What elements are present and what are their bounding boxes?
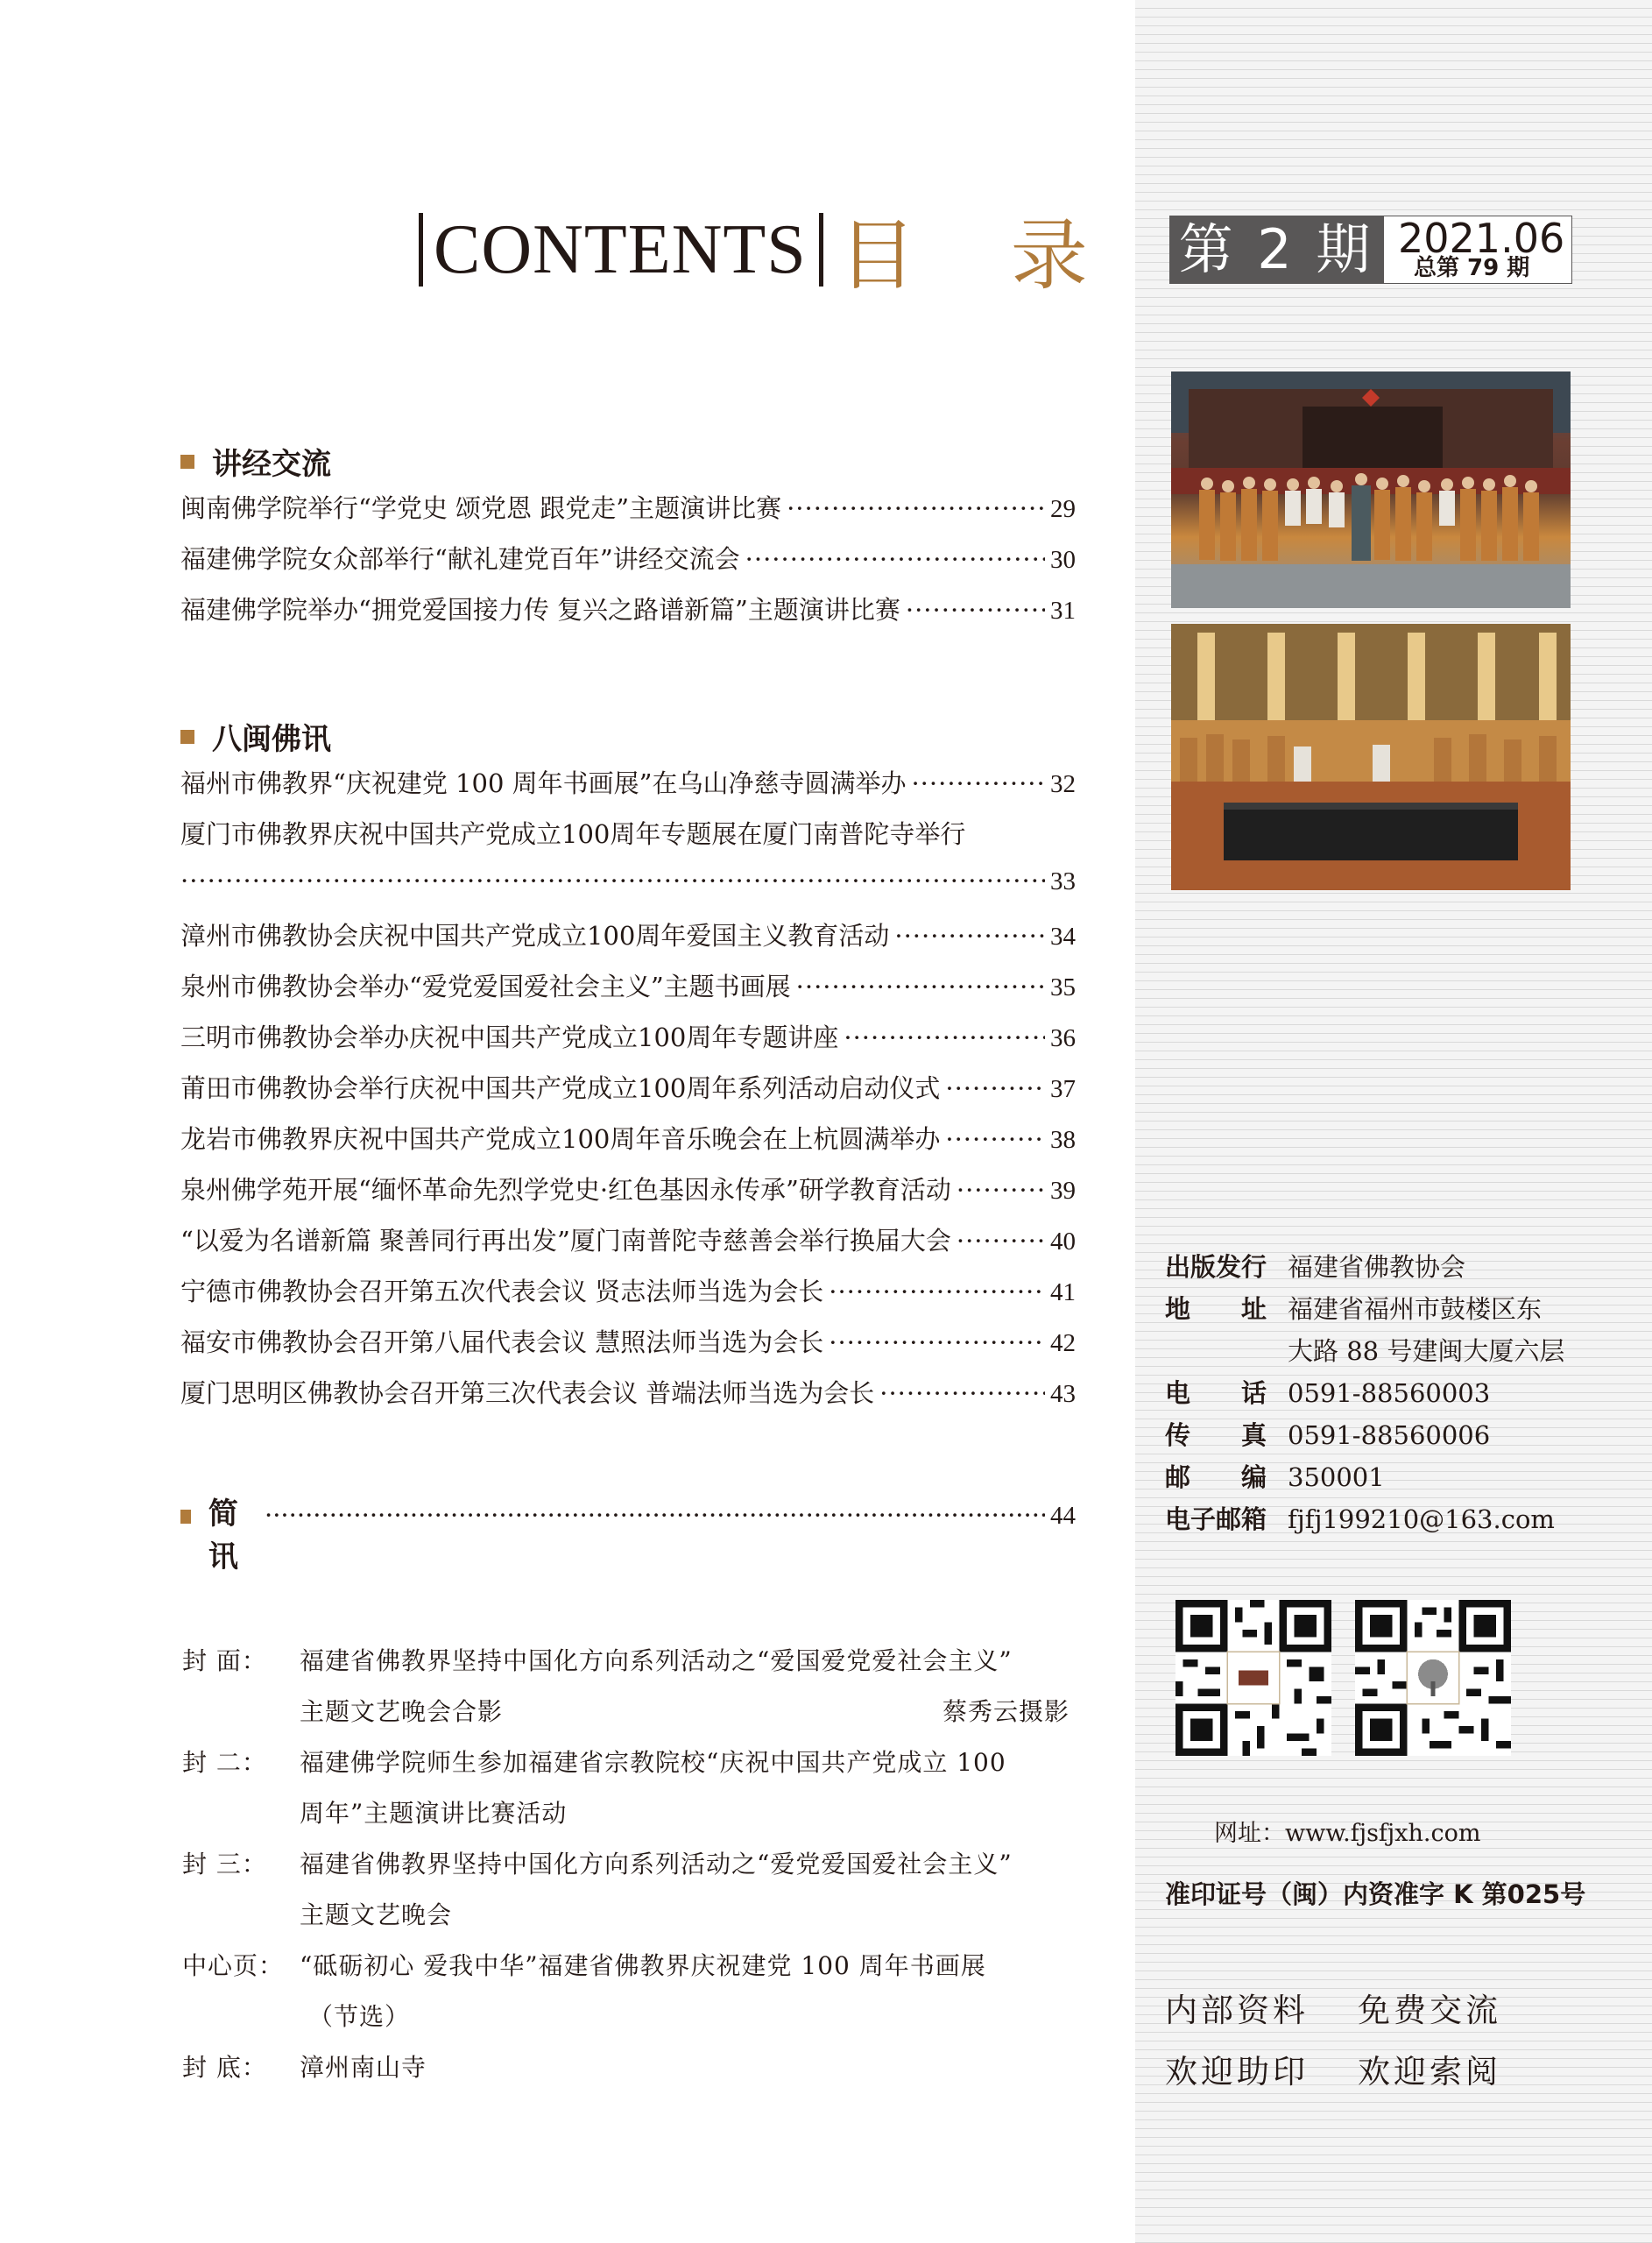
toc-item[interactable] bbox=[180, 1323, 1076, 1358]
section-title-jiangjing bbox=[180, 440, 331, 483]
postcode-row bbox=[1165, 1458, 1385, 1494]
leader-dots bbox=[796, 972, 1045, 1001]
toc-item-title: 福州市佛教界“庆祝建党 100 周年书画展”在乌山净慈寺圆满举办 bbox=[180, 768, 907, 798]
cover-inside-back-line2: 主题文艺晚会 bbox=[300, 1900, 453, 1929]
cover-front-line2: 主题文艺晚会合影 bbox=[300, 1697, 504, 1726]
print-permit: 准印证号（闽）内资准字 K 第025号 bbox=[1165, 1879, 1586, 1909]
toc-item-page: 42 bbox=[1050, 1329, 1076, 1357]
fax-value: 0591-88560006 bbox=[1288, 1420, 1491, 1450]
leader-dots bbox=[787, 493, 1045, 523]
toc-item-title: 闽南佛学院举行“学党史 颂党恩 跟党走”主题演讲比赛 bbox=[180, 493, 782, 523]
center-page-line2: （节选） bbox=[308, 2002, 411, 2031]
conference-photo bbox=[1171, 624, 1571, 890]
publisher-label: 出版发行 bbox=[1165, 1252, 1267, 1282]
toc-item-title: 福建佛学院女众部举行“献礼建党百年”讲经交流会 bbox=[180, 544, 740, 574]
cover-photo-credit: 蔡秀云摄影 bbox=[942, 1697, 1070, 1726]
cover-inside-front-row bbox=[182, 1744, 1006, 1779]
toc-item-continuation[interactable] bbox=[180, 866, 1076, 901]
cover-desc: 漳州南山寺 bbox=[300, 2053, 427, 2082]
issue-number: 第 2 期 bbox=[1169, 216, 1383, 284]
toc-item-page: 31 bbox=[1050, 597, 1076, 625]
cover-desc: 福建佛学院师生参加福建省宗教院校“庆祝中国共产党成立 100 bbox=[300, 1748, 1006, 1777]
contents-header bbox=[419, 210, 1123, 301]
contents-label: CONTENTS bbox=[434, 210, 807, 288]
toc-item[interactable] bbox=[180, 764, 1076, 799]
section-brief[interactable] bbox=[180, 1489, 1076, 1574]
address-row bbox=[1165, 1290, 1542, 1326]
section-title-text: 简讯 bbox=[208, 1497, 238, 1574]
toc-item[interactable] bbox=[180, 1272, 1076, 1307]
toc-item-page: 30 bbox=[1050, 546, 1076, 574]
toc-item-title: 莆田市佛教协会举行庆祝中国共产党成立100周年系列活动启动仪式 bbox=[180, 1073, 941, 1103]
leader-dots bbox=[894, 921, 1045, 951]
postcode-value: 350001 bbox=[1288, 1462, 1385, 1492]
website-url[interactable]: 网址：www.fjsfjxh.com bbox=[1214, 1820, 1481, 1847]
qr-code-icon bbox=[1355, 1600, 1511, 1756]
toc-item-page: 37 bbox=[1050, 1075, 1076, 1103]
leader-dots bbox=[957, 1175, 1045, 1205]
leader-dots bbox=[745, 544, 1045, 574]
leader-dots bbox=[265, 1500, 1045, 1530]
notice-sponsor: 欢迎助印 bbox=[1165, 2053, 1309, 2091]
publisher-value: 福建省佛教协会 bbox=[1288, 1252, 1466, 1282]
leader-dots bbox=[879, 1378, 1045, 1408]
leader-dots bbox=[906, 595, 1045, 625]
address-line1: 福建省福州市鼓楼区东 bbox=[1288, 1294, 1543, 1324]
toc-item-page: 38 bbox=[1050, 1126, 1076, 1154]
address-label: 地址 bbox=[1165, 1294, 1267, 1324]
divider-bar bbox=[819, 213, 823, 287]
section-square-icon bbox=[180, 730, 194, 744]
toc-item-page: 35 bbox=[1050, 973, 1076, 1001]
section-square-icon bbox=[180, 1510, 191, 1524]
toc-item[interactable] bbox=[180, 591, 1076, 626]
cover-label: 封 二： bbox=[182, 1748, 267, 1777]
phone-label: 电话 bbox=[1165, 1378, 1267, 1408]
toc-item-title-wrapped[interactable]: 厦门市佛教界庆祝中国共产党成立100周年专题展在厦门南普陀寺举行 bbox=[180, 819, 966, 849]
group-photo-temple bbox=[1171, 371, 1571, 608]
toc-item[interactable] bbox=[180, 1018, 1076, 1053]
phone-row bbox=[1165, 1374, 1490, 1410]
email-label: 电子邮箱 bbox=[1165, 1504, 1267, 1534]
toc-item[interactable] bbox=[180, 540, 1076, 575]
section-square-icon bbox=[180, 455, 194, 469]
fax-label: 传真 bbox=[1165, 1420, 1267, 1450]
toc-item-title: 漳州市佛教协会庆祝中国共产党成立100周年爱国主义教育活动 bbox=[180, 921, 890, 951]
cover-inside-back-row bbox=[182, 1845, 1013, 1880]
section-title-text: 讲经交流 bbox=[212, 447, 331, 482]
postcode-label: 邮编 bbox=[1165, 1462, 1267, 1492]
cover-label: 封 底： bbox=[182, 2053, 267, 2082]
toc-item[interactable] bbox=[180, 967, 1076, 1002]
cover-front-row bbox=[182, 1642, 1013, 1677]
issue-date: 2021.06 bbox=[1398, 215, 1565, 262]
leader-dots bbox=[844, 1022, 1045, 1052]
issue-date-box bbox=[1383, 216, 1572, 284]
toc-item-title: 泉州佛学苑开展“缅怀革命先烈学党史·红色基因永传承”研学教育活动 bbox=[180, 1175, 951, 1205]
leader-dots bbox=[180, 866, 1045, 895]
cover-label: 中心页： bbox=[182, 1951, 285, 1980]
leader-dots bbox=[829, 1327, 1045, 1357]
total-issue: 总第 79 期 bbox=[1414, 255, 1530, 281]
cover-desc: “砥砺初心 爱我中华”福建省佛教界庆祝建党 100 周年书画展 bbox=[300, 1951, 986, 1980]
toc-item-title: “以爱为名谱新篇 聚善同行再出发”厦门南普陀寺慈善会举行换届大会 bbox=[180, 1226, 951, 1256]
mulu-label: 目 录 bbox=[838, 210, 1123, 301]
toc-item-page: 36 bbox=[1050, 1024, 1076, 1052]
toc-item-page: 40 bbox=[1050, 1228, 1076, 1256]
toc-item[interactable] bbox=[180, 1221, 1076, 1256]
email-value[interactable]: fjfj199210@163.com bbox=[1288, 1504, 1555, 1534]
cover-back-row bbox=[182, 2048, 427, 2084]
toc-item[interactable] bbox=[180, 1374, 1076, 1409]
leader-dots bbox=[911, 768, 1045, 798]
center-page-row bbox=[182, 1947, 986, 1982]
toc-item-title: 宁德市佛教协会召开第五次代表会议 贤志法师当选为会长 bbox=[180, 1277, 824, 1306]
phone-value: 0591-88560003 bbox=[1288, 1378, 1491, 1408]
toc-item-title: 泉州市佛教协会举办“爱党爱国爱社会主义”主题书画展 bbox=[180, 972, 791, 1001]
cover-desc: 福建省佛教界坚持中国化方向系列活动之“爱党爱国爱社会主义” bbox=[300, 1850, 1013, 1879]
notice-row-1 bbox=[1165, 1984, 1550, 2031]
cover-desc: 福建省佛教界坚持中国化方向系列活动之“爱国爱党爱社会主义” bbox=[300, 1646, 1013, 1675]
notice-internal: 内部资料 bbox=[1165, 1992, 1309, 2029]
toc-item[interactable] bbox=[180, 1120, 1076, 1155]
notice-request: 欢迎索阅 bbox=[1358, 2053, 1501, 2091]
toc-item-title: 厦门思明区佛教协会召开第三次代表会议 普端法师当选为会长 bbox=[180, 1378, 875, 1408]
toc-item-page: 29 bbox=[1050, 495, 1076, 523]
toc-item[interactable] bbox=[180, 489, 1076, 524]
toc-item[interactable] bbox=[180, 1069, 1076, 1104]
fax-row bbox=[1165, 1416, 1490, 1452]
toc-item-title: 福安市佛教协会召开第八届代表会议 慧照法师当选为会长 bbox=[180, 1327, 824, 1357]
cover-label: 封 三： bbox=[182, 1850, 267, 1879]
leader-dots bbox=[945, 1124, 1045, 1154]
toc-item-title: 三明市佛教协会举办庆祝中国共产党成立100周年专题讲座 bbox=[180, 1022, 839, 1052]
email-row bbox=[1165, 1500, 1555, 1536]
notice-free: 免费交流 bbox=[1358, 1992, 1501, 2029]
qr-code-icon bbox=[1175, 1600, 1331, 1756]
section-title-bamin bbox=[180, 715, 331, 758]
section-title-text: 八闽佛讯 bbox=[212, 722, 331, 757]
toc-item-page: 39 bbox=[1050, 1177, 1076, 1205]
cover-label: 封 面： bbox=[182, 1646, 267, 1675]
toc-item-title: 福建佛学院举办“拥党爱国接力传 复兴之路谱新篇”主题演讲比赛 bbox=[180, 595, 900, 625]
divider-bar bbox=[419, 213, 423, 287]
cover-inside-front-line2: 周年”主题演讲比赛活动 bbox=[300, 1799, 568, 1828]
address-row-2: 大路 88 号建闽大厦六层 bbox=[1288, 1336, 1565, 1366]
toc-item-page: 32 bbox=[1050, 770, 1076, 798]
toc-item-page: 33 bbox=[1050, 867, 1076, 895]
toc-item-title: 龙岩市佛教界庆祝中国共产党成立100周年音乐晚会在上杭圆满举办 bbox=[180, 1124, 941, 1154]
toc-item-page: 41 bbox=[1050, 1278, 1076, 1306]
toc-item[interactable] bbox=[180, 1171, 1076, 1206]
leader-dots bbox=[945, 1073, 1045, 1103]
toc-item-page: 43 bbox=[1050, 1380, 1076, 1408]
leader-dots bbox=[829, 1277, 1045, 1306]
notice-row-2 bbox=[1165, 2045, 1550, 2092]
publisher-row bbox=[1165, 1248, 1465, 1284]
toc-item-page: 34 bbox=[1050, 923, 1076, 951]
toc-item[interactable] bbox=[180, 916, 1076, 952]
toc-item-page: 44 bbox=[1050, 1502, 1076, 1530]
leader-dots bbox=[957, 1226, 1045, 1256]
